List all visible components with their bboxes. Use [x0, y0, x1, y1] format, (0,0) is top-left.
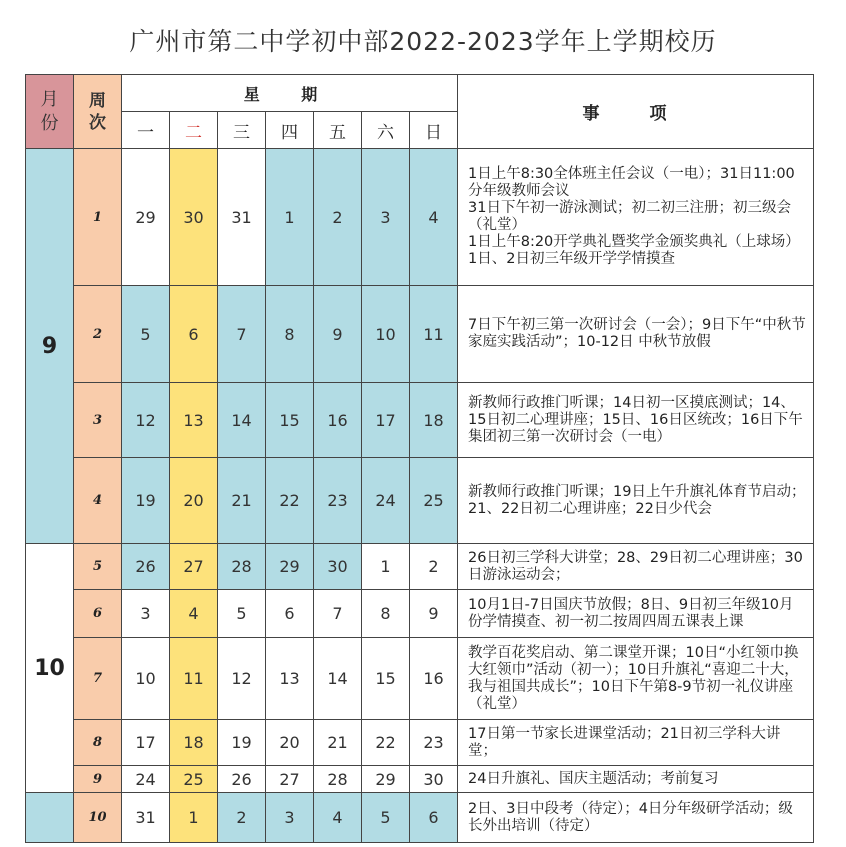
month-cell-september: 9 [26, 149, 74, 544]
event-line: 新教师行政推门听课；14日初一区摸底测试；14、15日初二心理讲座；15日、16日区统改；16日下午集团初三第一次研讨会（一电） [468, 394, 803, 445]
table-row [26, 720, 814, 766]
date-cell: 3 [362, 149, 410, 286]
header-day-wed: 三 [218, 112, 266, 149]
page-title: 广州市第二中学初中部2022-2023学年上学期校历 [129, 27, 717, 56]
table-row [26, 793, 814, 843]
date-cell: 6 [170, 286, 218, 383]
week-number: 4 [74, 458, 122, 544]
date-cell: 4 [314, 793, 362, 843]
table-row [26, 590, 814, 638]
date-cell: 1 [362, 544, 410, 590]
event-line: 26日初三学科大讲堂；28、29日初二心理讲座；30日游泳运动会； [468, 549, 803, 583]
header-month: 月份 [26, 75, 74, 149]
date-cell: 27 [266, 766, 314, 793]
date-cell: 29 [362, 766, 410, 793]
date-cell: 6 [266, 590, 314, 638]
date-cell: 19 [218, 720, 266, 766]
date-cell: 17 [362, 383, 410, 458]
date-cell: 9 [410, 590, 458, 638]
date-cell: 17 [122, 720, 170, 766]
week-number: 10 [74, 793, 122, 843]
week-number: 2 [74, 286, 122, 383]
date-cell: 24 [362, 458, 410, 544]
date-cell: 14 [314, 638, 362, 720]
date-cell: 22 [266, 458, 314, 544]
events-cell [458, 720, 814, 766]
date-cell: 30 [410, 766, 458, 793]
events-cell [458, 383, 814, 458]
date-cell: 2 [314, 149, 362, 286]
event-line: 1日、2日初三年级开学学情摸查 [468, 251, 675, 267]
date-cell: 15 [266, 383, 314, 458]
header-day-sun: 日 [410, 112, 458, 149]
events-cell [458, 590, 814, 638]
event-line: 17日第一节家长进课堂活动；21日初三学科大讲堂； [468, 725, 781, 759]
date-cell: 5 [122, 286, 170, 383]
date-cell: 5 [362, 793, 410, 843]
date-cell: 30 [170, 149, 218, 286]
date-cell: 29 [122, 149, 170, 286]
week-number: 7 [74, 638, 122, 720]
header-day-sat: 六 [362, 112, 410, 149]
events-cell [458, 458, 814, 544]
date-cell: 26 [122, 544, 170, 590]
header-day-mon: 一 [122, 112, 170, 149]
date-cell: 21 [218, 458, 266, 544]
date-cell: 26 [218, 766, 266, 793]
date-cell: 29 [266, 544, 314, 590]
date-cell: 7 [314, 590, 362, 638]
header-events: 事 项 [458, 75, 814, 149]
date-cell: 25 [170, 766, 218, 793]
week-number: 8 [74, 720, 122, 766]
date-cell: 9 [314, 286, 362, 383]
event-line: 1日上午8:20开学典礼暨奖学金颁奖典礼（上球场） [468, 234, 800, 250]
date-cell: 23 [410, 720, 458, 766]
events-cell [458, 544, 814, 590]
event-line: 1日上午8:30全体班主任会议（一电）；31日11:00分年级教师会议 [468, 166, 795, 199]
header-week: 周次 [74, 75, 122, 149]
date-cell: 1 [170, 793, 218, 843]
date-cell: 27 [170, 544, 218, 590]
date-cell: 2 [218, 793, 266, 843]
header-day-thu: 四 [266, 112, 314, 149]
date-cell: 31 [218, 149, 266, 286]
date-cell: 12 [218, 638, 266, 720]
date-cell: 18 [410, 383, 458, 458]
date-cell: 20 [266, 720, 314, 766]
events-cell [458, 149, 814, 286]
event-line: 10月1日-7日国庆节放假；8日、9日初三年级10月份学情摸查、初一初二按周四周五课表上课 [468, 596, 794, 630]
week-number: 3 [74, 383, 122, 458]
date-cell: 31 [122, 793, 170, 843]
date-cell: 11 [410, 286, 458, 383]
date-cell: 5 [218, 590, 266, 638]
month-cell-november [26, 793, 74, 843]
table-row [26, 458, 814, 544]
date-cell: 2 [410, 544, 458, 590]
date-cell: 19 [122, 458, 170, 544]
date-cell: 18 [170, 720, 218, 766]
week-number: 9 [74, 766, 122, 793]
events-cell [458, 766, 814, 793]
header-day-fri: 五 [314, 112, 362, 149]
date-cell: 13 [170, 383, 218, 458]
event-line: 2日、3日中段考（待定）；4日分年级研学活动；级长外出培训（待定） [468, 800, 793, 834]
events-cell [458, 286, 814, 383]
date-cell: 12 [122, 383, 170, 458]
events-cell [458, 793, 814, 843]
header-xingqi: 星 期 [122, 75, 458, 112]
table-row [26, 149, 814, 286]
date-cell: 4 [170, 590, 218, 638]
date-cell: 4 [410, 149, 458, 286]
date-cell: 16 [314, 383, 362, 458]
date-cell: 10 [362, 286, 410, 383]
date-cell: 6 [410, 793, 458, 843]
event-line: 7日下午初三第一次研讨会（一会）；9日下午“中秋节家庭实践活动”；10-12日 中秋节放假 [468, 317, 806, 350]
date-cell: 3 [122, 590, 170, 638]
week-number: 1 [74, 149, 122, 286]
date-cell: 8 [362, 590, 410, 638]
date-cell: 21 [314, 720, 362, 766]
date-cell: 13 [266, 638, 314, 720]
month-cell-october: 10 [26, 544, 74, 793]
week-number: 5 [74, 544, 122, 590]
table-row [26, 544, 814, 590]
date-cell: 23 [314, 458, 362, 544]
header-day-tue: 二 [170, 112, 218, 149]
date-cell: 14 [218, 383, 266, 458]
week-number: 6 [74, 590, 122, 638]
date-cell: 10 [122, 638, 170, 720]
school-calendar-table [25, 74, 814, 843]
date-cell: 3 [266, 793, 314, 843]
date-cell: 28 [314, 766, 362, 793]
events-cell [458, 638, 814, 720]
event-line: 新教师行政推门听课；19日上午升旗礼体育节启动； [468, 483, 806, 500]
date-cell: 11 [170, 638, 218, 720]
date-cell: 16 [410, 638, 458, 720]
event-line: 24日升旗礼、国庆主题活动；考前复习 [468, 770, 719, 787]
date-cell: 1 [266, 149, 314, 286]
date-cell: 20 [170, 458, 218, 544]
table-row [26, 766, 814, 793]
date-cell: 15 [362, 638, 410, 720]
date-cell: 25 [410, 458, 458, 544]
table-row [26, 638, 814, 720]
event-line: 31日下午初一游泳测试；初二初三注册；初三级会（礼堂） [468, 200, 791, 233]
date-cell: 24 [122, 766, 170, 793]
date-cell: 30 [314, 544, 362, 590]
date-cell: 22 [362, 720, 410, 766]
event-line: 21、22日初二心理讲座；22日少代会 [468, 500, 712, 517]
table-row [26, 286, 814, 383]
date-cell: 8 [266, 286, 314, 383]
date-cell: 28 [218, 544, 266, 590]
event-line: 教学百花奖启动、第二课堂开课；10日“小红领巾换大红领巾”活动（初一）；10日升旗礼“喜迎二十大，我与祖国共成长”；10日下午第8-9节初一礼仪讲座（礼堂） [468, 644, 799, 712]
date-cell: 7 [218, 286, 266, 383]
table-row [26, 383, 814, 458]
